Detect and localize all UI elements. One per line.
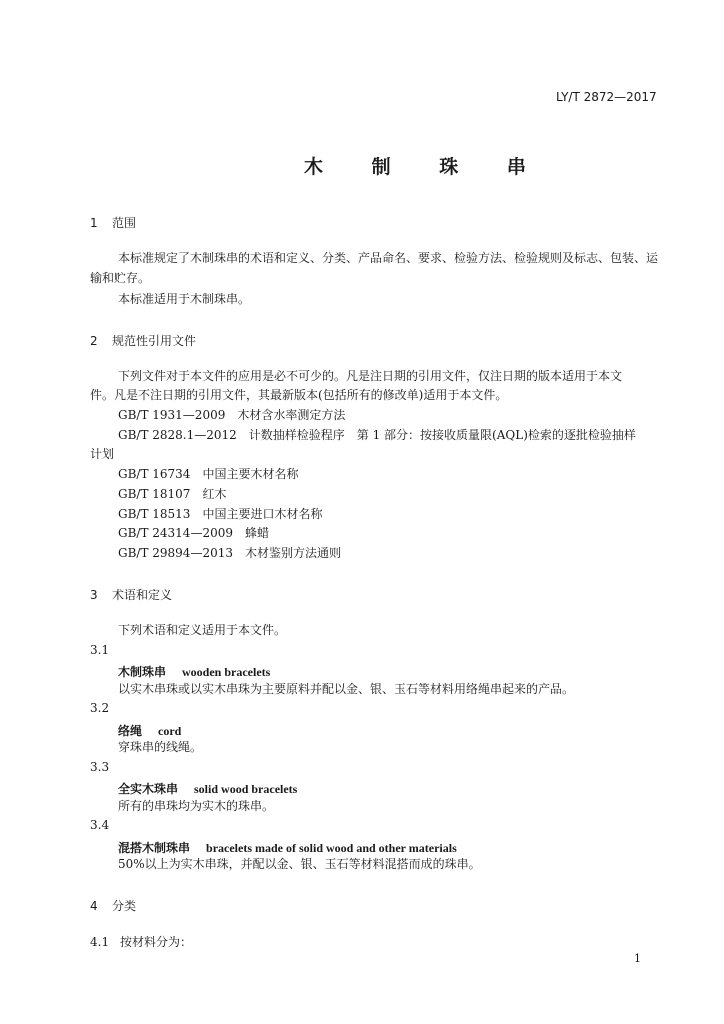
scope-applicability: 本标准适用于木制珠串。: [118, 292, 251, 306]
term-zh: 络绳: [118, 724, 143, 738]
reference-name: 计数抽样检验程序 第 1 部分：按接收质量限(AQL)检索的逐批检验抽样: [248, 428, 636, 442]
reference-name: 木材含水率测定方法: [237, 408, 346, 422]
term-heading: [118, 722, 181, 739]
reference-code: GB/T 1931—2009: [118, 408, 226, 422]
references-intro-line-2: 件。凡是不注日期的引用文件，其最新版本(包括所有的修改单)适用于本文件。: [90, 388, 508, 402]
section-title: 范围: [112, 216, 137, 230]
term-en: wooden bracelets: [182, 665, 271, 679]
section-number: 2: [90, 334, 98, 348]
section-number: 3: [90, 588, 98, 602]
reference-item: [118, 468, 298, 480]
reference-name: 蜂蜡: [244, 526, 269, 540]
term-definition: 穿珠串的线绳。: [118, 740, 203, 754]
term-zh: 混搭木制珠串: [118, 841, 191, 855]
term-heading: [118, 663, 270, 680]
terms-intro: 下列术语和定义适用于本文件。: [118, 623, 287, 637]
reference-code: GB/T 2828.1—2012: [118, 428, 237, 442]
reference-code: GB/T 18513: [118, 507, 191, 521]
section-title: 分类: [112, 899, 137, 913]
reference-name-continuation: 计划: [90, 447, 115, 461]
reference-item: [118, 508, 322, 520]
page-number: 1: [634, 952, 641, 965]
reference-name: 中国主要进口木材名称: [202, 507, 323, 521]
reference-item: [118, 547, 341, 559]
section-4-heading: [90, 897, 136, 914]
term-number: 3.1: [90, 643, 110, 657]
section-3-heading: [90, 586, 172, 603]
reference-name: 中国主要木材名称: [202, 467, 299, 481]
subsection-number: 4.1: [90, 935, 110, 949]
section-number: 1: [90, 216, 98, 230]
reference-code: GB/T 29894—2013: [118, 546, 233, 560]
reference-name: 红木: [202, 487, 227, 501]
reference-code: GB/T 18107: [118, 487, 191, 501]
term-definition: 50%以上为实木串珠，并配以金、银、玉石等材料混搭而成的珠串。: [118, 857, 481, 871]
reference-code: GB/T 16734: [118, 467, 191, 481]
term-number: 3.2: [90, 701, 110, 715]
reference-name: 木材鉴别方法通则: [244, 546, 341, 560]
term-number: 3.4: [90, 818, 110, 832]
reference-code: GB/T 24314—2009: [118, 526, 233, 540]
reference-item: [118, 488, 226, 500]
term-zh: 全实木珠串: [118, 782, 179, 796]
term-en: cord: [158, 724, 182, 738]
term-heading: [118, 780, 297, 797]
term-zh: 木制珠串: [118, 665, 167, 679]
term-definition: 所有的串珠均为实木的珠串。: [118, 799, 275, 813]
term-en: solid wood bracelets: [194, 782, 298, 796]
section-title: 术语和定义: [112, 588, 173, 602]
reference-item: [118, 429, 636, 441]
term-definition: 以实木串珠或以实木串珠为主要原料并配以金、银、玉石等材料用络绳串起来的产品。: [118, 682, 575, 696]
reference-item: [118, 409, 345, 421]
references-intro-line-1: 下列文件对于本文件的应用是必不可少的。凡是注日期的引用文件，仅注日期的版本适用于本文: [118, 369, 623, 383]
reference-item: [118, 527, 269, 539]
subsection-text: 按材料分为：: [120, 935, 193, 949]
term-number: 3.3: [90, 760, 110, 774]
scope-paragraph-line-1: 本标准规定了木制珠串的术语和定义、分类、产品命名、要求、检验方法、检验规则及标志、包装、运: [118, 251, 659, 265]
scope-paragraph-line-2: 输和贮存。: [90, 271, 151, 285]
subsection-4-1: [90, 936, 192, 948]
document-title: 木 制 珠 串: [304, 156, 547, 178]
section-title: 规范性引用文件: [112, 334, 197, 348]
section-number: 4: [90, 899, 98, 913]
term-heading: [118, 839, 457, 856]
term-en: bracelets made of solid wood and other materials: [206, 841, 457, 855]
document-id: LY/T 2872—2017: [556, 90, 657, 104]
section-1-heading: [90, 214, 136, 231]
section-2-heading: [90, 332, 196, 349]
